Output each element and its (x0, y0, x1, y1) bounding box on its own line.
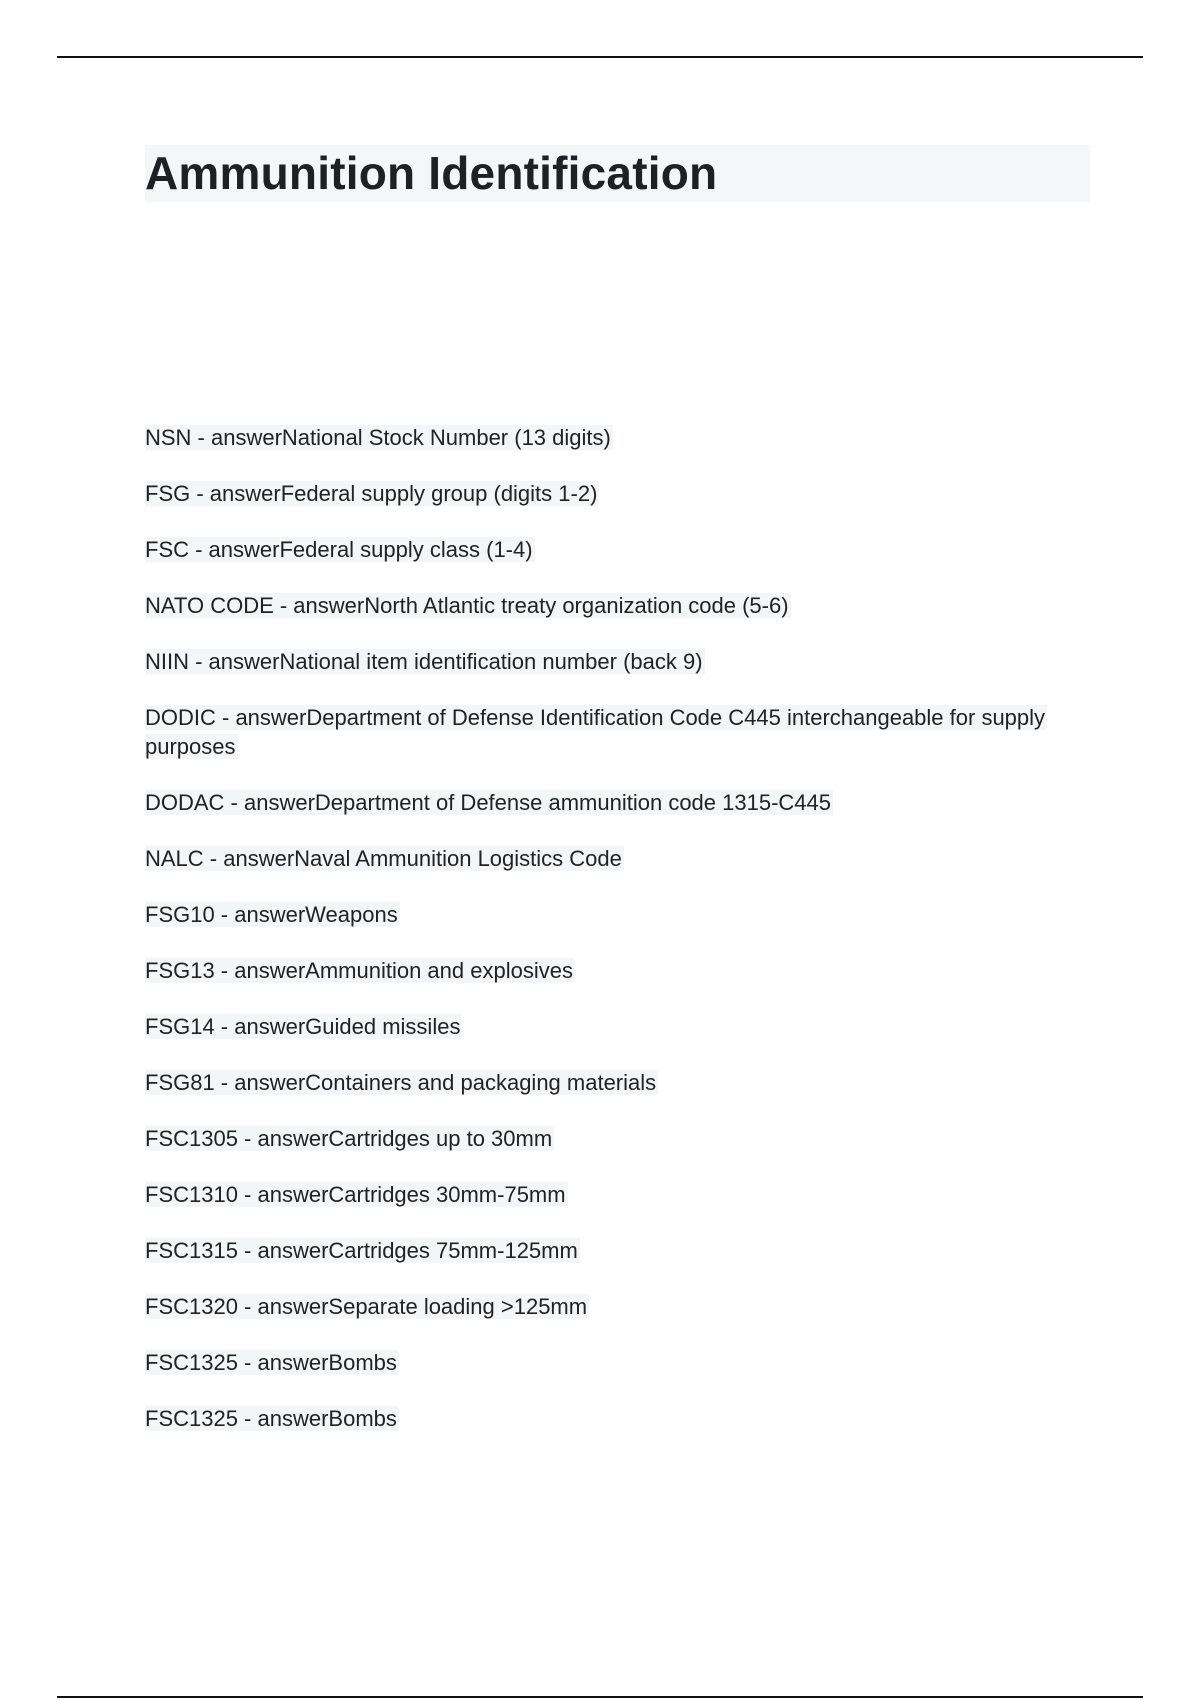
list-item (145, 1180, 1090, 1209)
entry-text: NALC - answerNaval Ammunition Logistics Code (145, 846, 622, 871)
page-title: Ammunition Identification (145, 147, 718, 199)
entry-text: FSC1305 - answerCartridges up to 30mm (145, 1126, 553, 1151)
list-item (145, 703, 1090, 761)
entry-text: FSG13 - answerAmmunition and explosives (145, 958, 573, 983)
list-item (145, 1236, 1090, 1265)
list-item (145, 956, 1090, 985)
entry-text: FSC1325 - answerBombs (145, 1350, 397, 1375)
entry-text: FSC1320 - answerSeparate loading >125mm (145, 1294, 588, 1319)
bottom-rule (57, 1696, 1143, 1698)
entry-text: DODAC - answerDepartment of Defense ammunition code 1315-C445 (145, 790, 831, 815)
entry-list (145, 423, 1090, 1460)
list-item (145, 1068, 1090, 1097)
entry-text: FSC1325 - answerBombs (145, 1406, 397, 1431)
list-item (145, 423, 1090, 452)
entry-text: FSG10 - answerWeapons (145, 902, 398, 927)
entry-text: FSG14 - answerGuided missiles (145, 1014, 461, 1039)
list-item (145, 1012, 1090, 1041)
list-item (145, 647, 1090, 676)
list-item (145, 1348, 1090, 1377)
list-item (145, 900, 1090, 929)
list-item (145, 479, 1090, 508)
list-item (145, 535, 1090, 564)
entry-text: DODIC - answerDepartment of Defense Identification Code C445 interchangeable for supply purposes (145, 705, 1046, 759)
entry-text: NATO CODE - answerNorth Atlantic treaty organization code (5-6) (145, 593, 789, 618)
list-item (145, 844, 1090, 873)
list-item (145, 1124, 1090, 1153)
entry-text: FSC1310 - answerCartridges 30mm-75mm (145, 1182, 566, 1207)
list-item (145, 1292, 1090, 1321)
entry-text: FSC - answerFederal supply class (1-4) (145, 537, 533, 562)
entry-text: FSC1315 - answerCartridges 75mm-125mm (145, 1238, 578, 1263)
entry-text: FSG81 - answerContainers and packaging materials (145, 1070, 657, 1095)
entry-text: NIIN - answerNational item identification number (back 9) (145, 649, 703, 674)
list-item (145, 1404, 1090, 1433)
list-item (145, 788, 1090, 817)
entry-text: NSN - answerNational Stock Number (13 digits) (145, 425, 611, 450)
entry-text: FSG - answerFederal supply group (digits 1-2) (145, 481, 598, 506)
top-rule (57, 56, 1143, 58)
list-item (145, 591, 1090, 620)
